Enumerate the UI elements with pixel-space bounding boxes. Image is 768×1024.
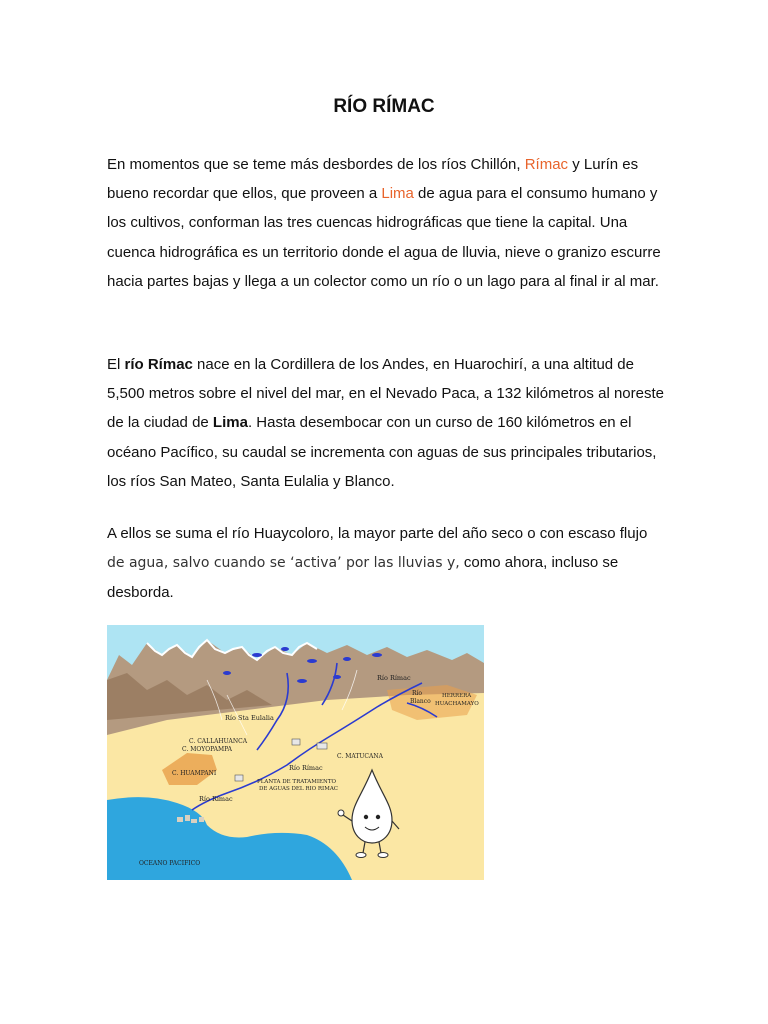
plant-icon	[317, 743, 327, 749]
paragraph-text: . Hasta desembocar con un curso de 160 kilómetros en el océano Pacífico, su caudal se incrementa con aguas de sus principales tributarios, los ríos San Mateo, Santa Eulalia y Blanco.	[107, 414, 657, 490]
label-c-callahuanca: C. CALLAHUANCA	[189, 738, 248, 745]
map-illustration	[107, 625, 484, 880]
paragraph-text: A ellos se suma el río Huaycoloro, la mayor parte del año seco o con escaso flujo	[107, 525, 648, 542]
paragraph-text: de agua para el consumo humano y los cultivos, conforman las tres cuencas hidrográficas que tiene la capital. Una cuenca hidrográfica es un territorio donde el agua de lluvia, nieve o granizo escurre hacia partes bajas y llega a un colector como un río o un lago para al final ir al mar.	[107, 185, 661, 290]
bold-rio-rimac: río Rímac	[124, 356, 193, 373]
page-title: RÍO RÍMAC	[333, 96, 435, 117]
label-rio-rimac-mid: Río Rímac	[289, 764, 323, 772]
paragraph-text: y Lurín es bueno recordar que ellos, que proveen a	[107, 156, 639, 203]
label-oceano-pacifico: OCEANO PACIFICO	[139, 860, 201, 867]
paragraph-text: nace en la Cordillera de los Andes, en Huarochirí, a una altitud de 5,500 metros sobre el nivel del mar, en el Nevado Paca, a 132 kilómetros al noreste de la ciudad de	[107, 356, 664, 432]
plant-icon	[235, 775, 243, 781]
paragraph-intro	[107, 150, 667, 296]
label-c-moyopampa: C. MOYOPAMPA	[182, 746, 232, 753]
label-c-huampani: C. HUAMPANI	[172, 770, 217, 777]
label-rio-rimac-top: Río Rímac	[377, 674, 411, 682]
paragraph-text: El	[107, 356, 125, 373]
label-herrera: HERRERA	[442, 693, 472, 699]
paragraph-text-alt-font: de agua, salvo cuando se ‘activa’ por las lluvias y,	[107, 555, 460, 572]
rimac-basin-map	[107, 625, 484, 880]
label-rio-blanco-b: Blanco	[410, 698, 431, 705]
label-planta-2: DE AGUAS DEL RIO RIMAC	[259, 786, 339, 792]
bold-lima: Lima	[212, 414, 248, 432]
paragraph-huaycoloro	[107, 519, 667, 608]
paragraph-text: como ahora, incluso se desborda.	[107, 554, 619, 602]
paragraph-origin	[107, 350, 667, 496]
label-c-matucana: C. MATUCANA	[337, 753, 383, 760]
label-rio-rimac-low: Río Rímac	[199, 795, 233, 803]
label-rio-sta-eulalia: Río Sta Eulalia	[225, 714, 274, 722]
label-huachamayo: HUACHAMAYO	[435, 701, 479, 707]
rimac-link[interactable]: Rímac	[524, 156, 569, 173]
label-planta-1: PLANTA DE TRATAMIENTO	[257, 779, 337, 785]
lima-link[interactable]: Lima	[381, 185, 414, 203]
plant-icon	[292, 739, 300, 745]
paragraph-text: En momentos que se teme más desbordes de los ríos Chillón,	[107, 156, 525, 173]
label-rio-blanco-a: Río	[412, 690, 423, 697]
